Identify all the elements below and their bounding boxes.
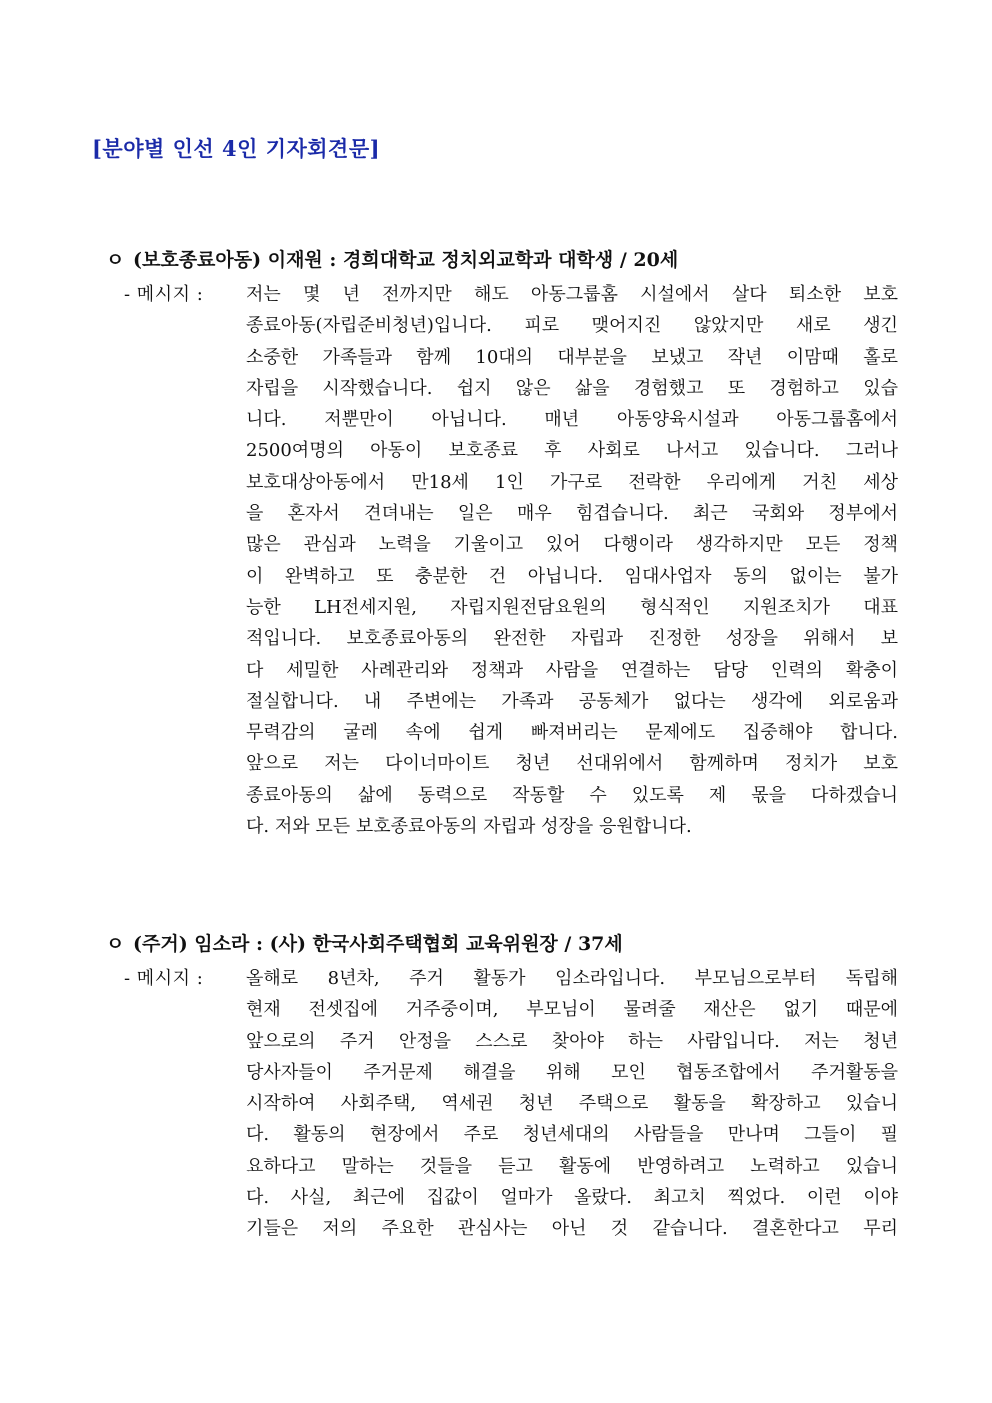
message-line: 니다. 저뿐만이 아닙니다. 매년 아동양육시설과 아동그룹홈에서 (246, 409, 898, 431)
message-line: 요하다고 말하는 것들을 듣고 활동에 반영하려고 노력하고 있습니 (246, 1155, 898, 1177)
message-label: - 메시지 : (124, 284, 204, 305)
message-line: 기들은 저의 주요한 관심사는 아닌 것 같습니다. 결혼한다고 무리 (246, 1218, 898, 1240)
message-line: 자립을 시작했습니다. 쉽지 않은 삶을 경험했고 또 경험하고 있습 (246, 377, 898, 399)
message-line: 다. 활동의 현장에서 주로 청년세대의 사람들을 만나며 그들이 필 (246, 1124, 898, 1146)
message-line: 저는 몇 년 전까지만 해도 아동그룹홈 시설에서 살다 퇴소한 보호 (246, 284, 898, 305)
section-child-welfare (106, 246, 906, 842)
message-label: - 메시지 : (124, 968, 204, 989)
message-body (246, 963, 898, 1245)
message-line: 보호대상아동에서 만18세 1인 가구로 전락한 우리에게 거친 세상 (246, 471, 898, 493)
message-line: 앞으로의 주거 안정을 스스로 찾아야 하는 사람입니다. 저는 청년 (246, 1030, 898, 1052)
message-line: 이 완벽하고 또 충분한 건 아닙니다. 임대사업자 동의 없이는 불가 (246, 565, 898, 587)
section-heading (106, 246, 906, 274)
section-heading-text: (보호종료아동) 이재원 : 경희대학교 정치외교학과 대학생 / 20세 (133, 249, 679, 271)
message-line: 을 혼자서 견뎌내는 일은 매우 힘겹습니다. 최근 국회와 정부에서 (246, 503, 898, 525)
message-line: 능한 LH전세지원, 자립지원전담요원의 형식적인 지원조치가 대표 (246, 596, 898, 618)
message-line: 적입니다. 보호종료아동의 완전한 자립과 진정한 성장을 위해서 보 (246, 628, 898, 650)
message-line: 시작하여 사회주택, 역세권 청년 주택으로 활동을 확장하고 있습니 (246, 1093, 898, 1115)
message-line: 절실합니다. 내 주변에는 가족과 공동체가 없다는 생각에 외로움과 (246, 690, 898, 712)
bullet-mark: ㅇ (106, 249, 125, 271)
section-housing (106, 930, 906, 1245)
message-block (106, 279, 906, 842)
message-line: 다. 저와 모든 보호종료아동의 자립과 성장을 응원합니다. (246, 816, 692, 838)
message-block (106, 963, 906, 1245)
message-line: 소중한 가족들과 함께 10대의 대부분을 보냈고 작년 이맘때 홀로 (246, 346, 898, 368)
message-line: 다. 사실, 최근에 집값이 얼마가 올랐다. 최고치 찍었다. 이런 이야 (246, 1187, 898, 1209)
message-line: 무력감의 굴레 속에 쉽게 빠져버리는 문제에도 집중해야 합니다. (246, 722, 898, 744)
document-title: [분야별 인선 4인 기자회견문] (92, 136, 381, 161)
message-line: 종료아동의 삶에 동력으로 작동할 수 있도록 제 몫을 다하겠습니 (246, 784, 898, 806)
section-heading-text: (주거) 임소라 : (사) 한국사회주택협회 교육위원장 / 37세 (133, 933, 623, 955)
message-body (246, 279, 898, 842)
message-line: 현재 전셋집에 거주중이며, 부모님이 물려줄 재산은 없기 때문에 (246, 999, 898, 1021)
message-line: 다 세밀한 사례관리와 정책과 사람을 연결하는 담당 인력의 확충이 (246, 659, 898, 681)
message-line: 많은 관심과 노력을 기울이고 있어 다행이라 생각하지만 모든 정책 (246, 534, 898, 556)
message-line: 앞으로 저는 다이너마이트 청년 선대위에서 함께하며 정치가 보호 (246, 753, 898, 775)
section-heading (106, 930, 906, 958)
message-line: 올해로 8년차, 주거 활동가 임소라입니다. 부모님으로부터 독립해 (246, 968, 898, 989)
message-line: 당사자들이 주거문제 해결을 위해 모인 협동조합에서 주거활동을 (246, 1061, 898, 1083)
message-line: 2500여명의 아동이 보호종료 후 사회로 나서고 있습니다. 그러나 (246, 440, 898, 462)
bullet-mark: ㅇ (106, 933, 125, 955)
message-line: 종료아동(자립준비청년)입니다. 피로 맺어지진 않았지만 새로 생긴 (246, 315, 898, 337)
